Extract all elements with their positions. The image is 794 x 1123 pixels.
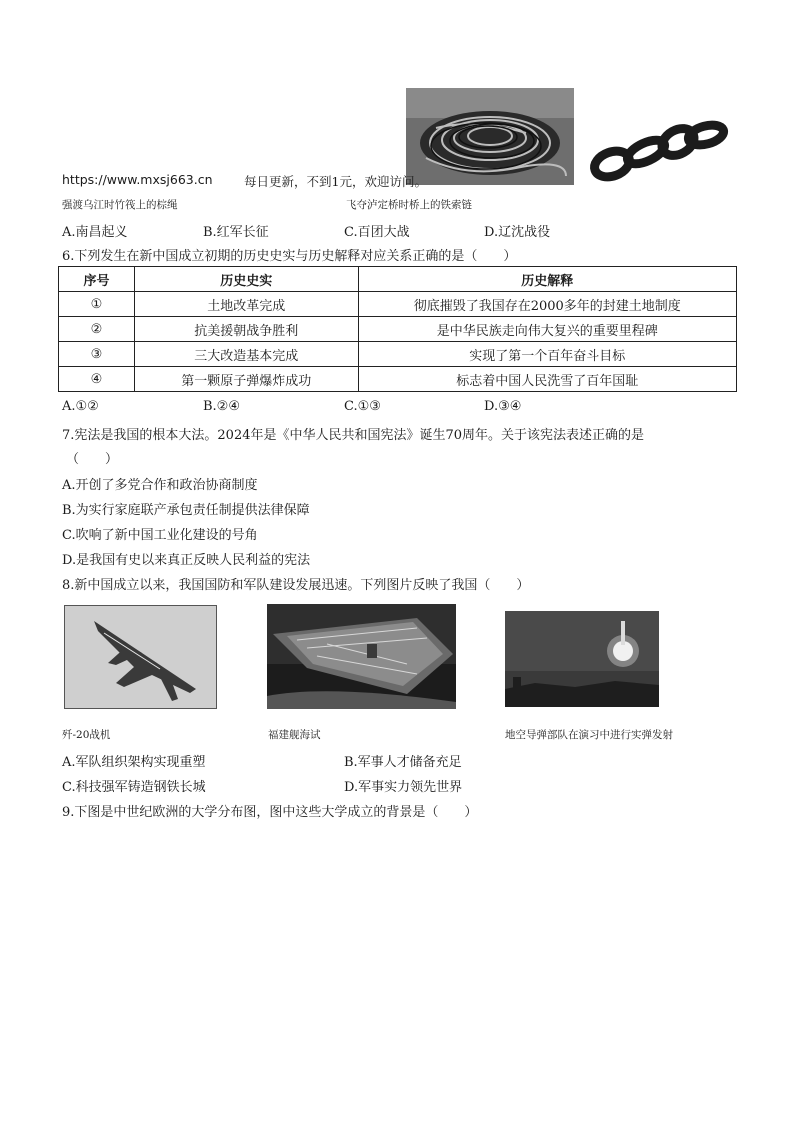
header-fact: 历史史实 xyxy=(134,267,358,292)
row-fact: 第一颗原子弹爆炸成功 xyxy=(134,367,358,392)
q7-stem: 7.宪法是我国的根本大法。2024年是《中华人民共和国宪法》诞生70周年。关于该宪法表述正确的是 xyxy=(62,428,645,443)
table-header-row xyxy=(59,267,737,292)
q8-option-b[interactable]: B.军事人才储备充足 xyxy=(344,755,462,770)
row-explanation: 是中华民族走向伟大复兴的重要里程碑 xyxy=(358,317,736,342)
q5-option-d[interactable]: D.辽沈战役 xyxy=(484,225,551,240)
table-row xyxy=(59,292,737,317)
rope-caption: 强渡乌江时竹筏上的棕绳 xyxy=(62,199,178,211)
carrier-caption: 福建舰海试 xyxy=(268,729,321,741)
q8-option-a[interactable]: A.军队组织架构实现重塑 xyxy=(62,755,206,770)
history-table xyxy=(58,266,737,392)
row-fact: 抗美援朝战争胜利 xyxy=(134,317,358,342)
row-explanation: 标志着中国人民洗雪了百年国耻 xyxy=(358,367,736,392)
q9-stem: 9.下图是中世纪欧洲的大学分布图，图中这些大学成立的背景是（ ） xyxy=(62,805,478,820)
q6-option-d[interactable]: D.③④ xyxy=(484,399,522,414)
q8-option-c[interactable]: C.科技强军铸造钢铁长城 xyxy=(62,780,206,795)
q5-option-b[interactable]: B.红军长征 xyxy=(203,225,269,240)
fighter-jet-photo xyxy=(64,605,217,709)
q7-option-a[interactable]: A.开创了多党合作和政治协商制度 xyxy=(62,478,258,493)
row-index: ③ xyxy=(59,342,135,367)
row-fact: 三大改造基本完成 xyxy=(134,342,358,367)
q7-option-d[interactable]: D.是我国有史以来真正反映人民利益的宪法 xyxy=(62,553,311,568)
q6-option-b[interactable]: B.②④ xyxy=(203,399,240,414)
rope-photo xyxy=(406,88,574,185)
q5-option-c[interactable]: C.百团大战 xyxy=(344,225,410,240)
fighter-caption: 歼-20战机 xyxy=(62,729,111,741)
row-index: ① xyxy=(59,292,135,317)
source-url[interactable]: https://www.mxsj663.cn xyxy=(62,172,213,187)
chain-caption: 飞夺泸定桥时桥上的铁索链 xyxy=(346,199,472,211)
q5-option-a[interactable]: A.南昌起义 xyxy=(62,225,128,240)
carrier-photo xyxy=(267,604,456,709)
header-explanation: 历史解释 xyxy=(358,267,736,292)
q8-option-d[interactable]: D.军事实力领先世界 xyxy=(344,780,463,795)
q7-stem-bracket: （ ） xyxy=(66,452,119,467)
missile-caption: 地空导弹部队在演习中进行实弹发射 xyxy=(505,729,673,741)
row-explanation: 实现了第一个百年奋斗目标 xyxy=(358,342,736,367)
q6-option-c[interactable]: C.①③ xyxy=(344,399,381,414)
table-row xyxy=(59,342,737,367)
row-index: ② xyxy=(59,317,135,342)
q7-option-c[interactable]: C.吹响了新中国工业化建设的号角 xyxy=(62,528,258,543)
q6-stem: 6.下列发生在新中国成立初期的历史史实与历史解释对应关系正确的是（ ） xyxy=(62,249,517,264)
missile-launch-photo xyxy=(505,611,659,707)
row-explanation: 彻底摧毁了我国存在2000多年的封建土地制度 xyxy=(358,292,736,317)
row-index: ④ xyxy=(59,367,135,392)
q8-stem: 8.新中国成立以来，我国国防和军队建设发展迅速。下列图片反映了我国（ ） xyxy=(62,578,530,593)
promo-text: 每日更新，不到1元，欢迎访问。 xyxy=(244,174,427,189)
q6-option-a[interactable]: A.①② xyxy=(62,399,99,414)
row-fact: 土地改革完成 xyxy=(134,292,358,317)
table-row xyxy=(59,367,737,392)
header-index: 序号 xyxy=(59,267,135,292)
table-row xyxy=(59,317,737,342)
q7-option-b[interactable]: B.为实行家庭联产承包责任制提供法律保障 xyxy=(62,503,310,518)
chain-photo xyxy=(588,118,730,186)
